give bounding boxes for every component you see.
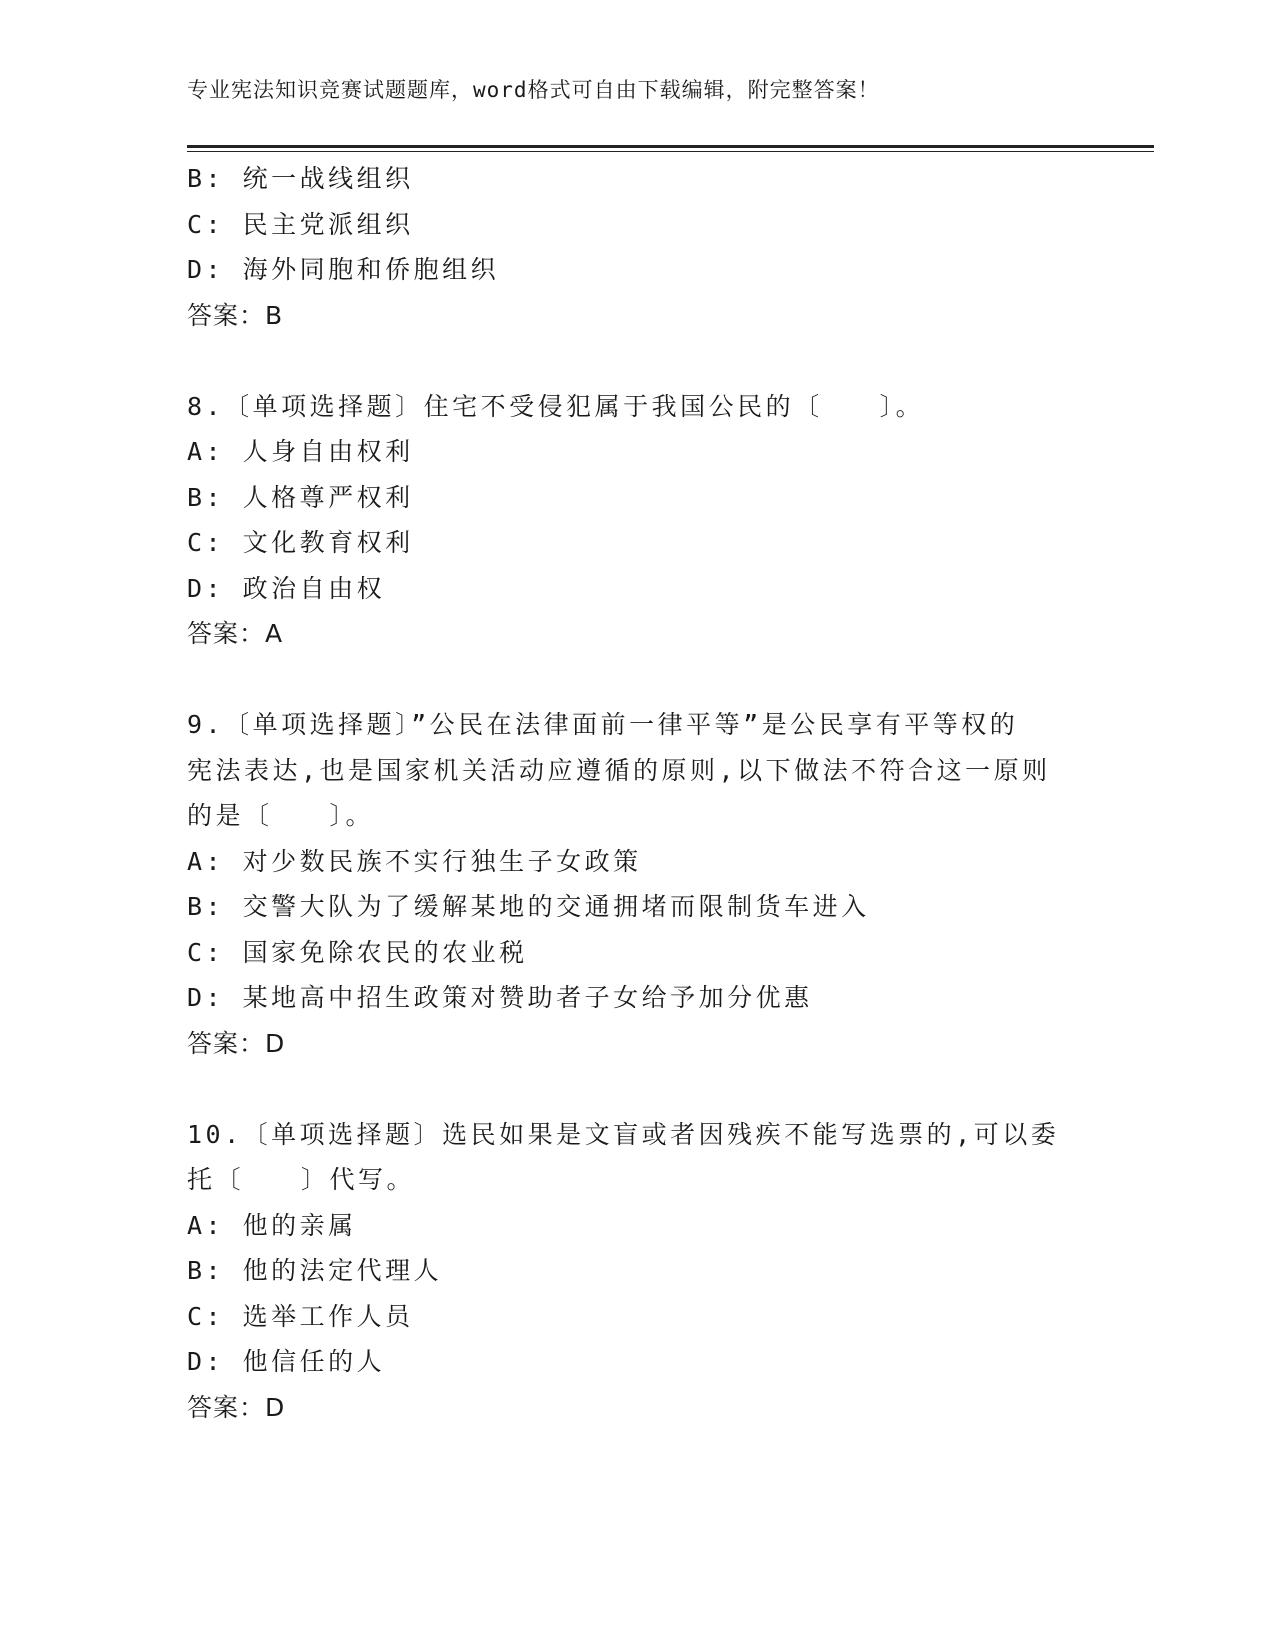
answer-line: 答案：D bbox=[187, 1392, 286, 1422]
answer-line: 答案：A bbox=[187, 619, 284, 648]
option-d: D: 海外同胞和侨胞组织 bbox=[187, 255, 500, 284]
option-a: A: 他的亲属 bbox=[187, 1210, 357, 1240]
document-body bbox=[187, 156, 1067, 1430]
option-a: A: 人身自由权利 bbox=[187, 437, 414, 466]
question-text: 宪法表达,也是国家机关活动应遵循的原则,以下做法不符合这一原则 bbox=[187, 755, 1051, 785]
question-text: 托〔 〕代写。 bbox=[187, 1165, 416, 1194]
question-text: 10.〔单项选择题〕选民如果是文盲或者因残疾不能写选票的,可以委 bbox=[187, 1119, 1060, 1149]
question-text: 8.〔单项选择题〕住宅不受侵犯属于我国公民的〔 〕。 bbox=[187, 391, 925, 421]
option-b: B: 他的法定代理人 bbox=[187, 1256, 443, 1285]
option-c: C: 民主党派组织 bbox=[187, 209, 414, 239]
option-b: B: 交警大队为了缓解某地的交通拥堵而限制货车进入 bbox=[187, 892, 870, 921]
header-rule-thick bbox=[187, 145, 1154, 148]
option-d: D: 他信任的人 bbox=[187, 1347, 386, 1376]
question-text: 9.〔单项选择题〕”公民在法律面前一律平等”是公民享有平等权的 bbox=[187, 710, 1019, 739]
question-10 bbox=[187, 1112, 1067, 1431]
question-9 bbox=[187, 702, 1067, 1066]
option-c: C: 文化教育权利 bbox=[187, 528, 414, 557]
option-d: D: 某地高中招生政策对赞助者子女给予加分优惠 bbox=[187, 983, 813, 1012]
option-a: A: 对少数民族不实行独生子女政策 bbox=[187, 846, 642, 876]
question-8 bbox=[187, 384, 1067, 657]
page-header: 专业宪法知识竞赛试题题库，word格式可自由下载编辑，附完整答案！ bbox=[187, 78, 880, 102]
question-fragment bbox=[187, 156, 1067, 338]
option-b: B: 人格尊严权利 bbox=[187, 482, 414, 512]
option-c: C: 国家免除农民的农业税 bbox=[187, 937, 528, 967]
header-rule-thin bbox=[187, 151, 1154, 152]
answer-line: 答案：D bbox=[187, 1028, 286, 1058]
option-b: B: 统一战线组织 bbox=[187, 164, 414, 193]
option-d: D: 政治自由权 bbox=[187, 573, 386, 603]
answer-line: 答案：B bbox=[187, 300, 284, 330]
option-c: C: 选举工作人员 bbox=[187, 1301, 414, 1331]
question-text: 的是〔 〕。 bbox=[187, 801, 375, 830]
